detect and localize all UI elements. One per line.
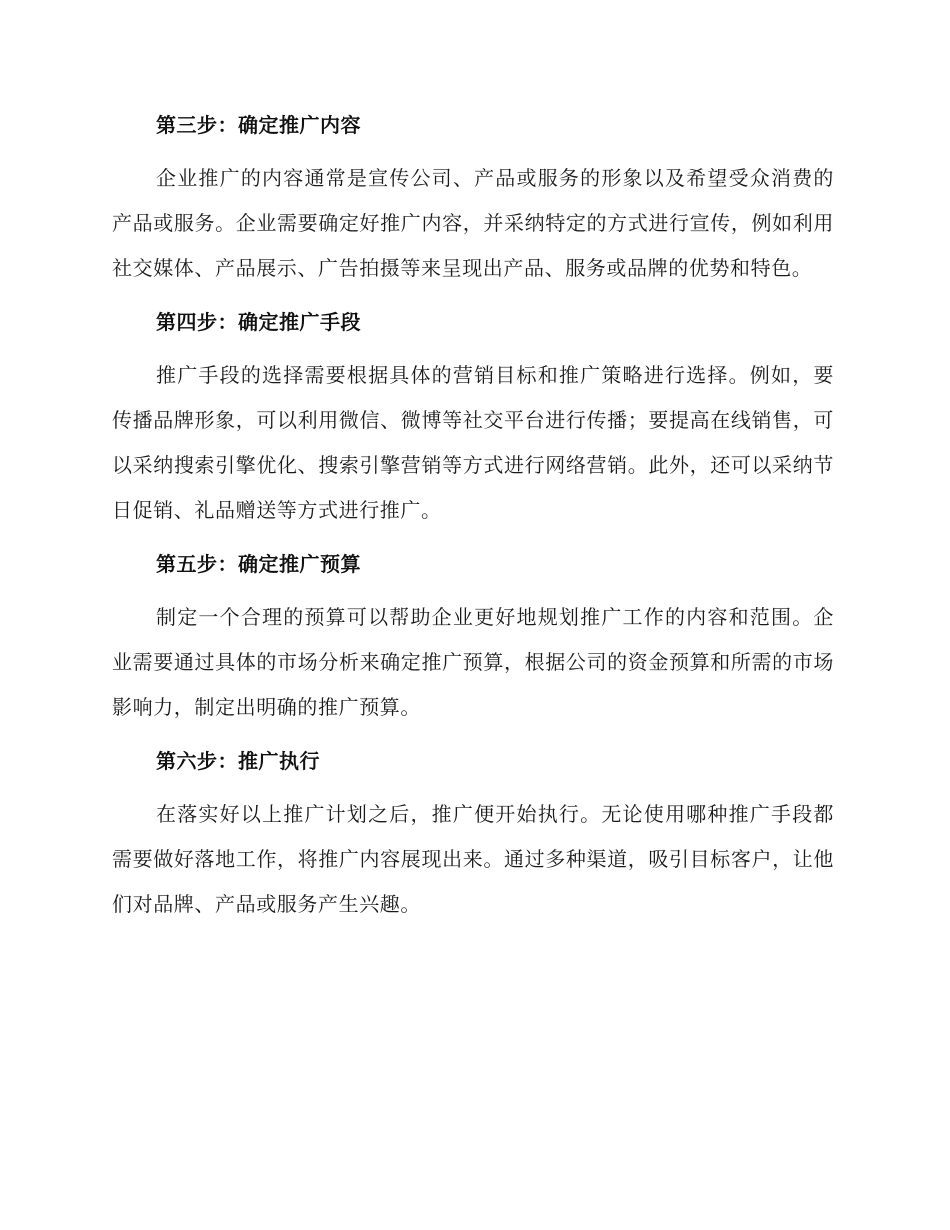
section-paragraph: 制定一个合理的预算可以帮助企业更好地规划推广工作的内容和范围。企业需要通过具体的市场分析来确定推广预算，根据公司的资金预算和所需的市场影响力，制定出明确的推广预算。 — [112, 605, 834, 719]
section-heading: 第六步：推广执行 — [156, 749, 320, 773]
section-heading: 第五步：确定推广预算 — [156, 552, 361, 576]
section-heading: 第四步：确定推广手段 — [156, 310, 361, 334]
section-step-6 — [112, 746, 834, 927]
section-heading: 第三步：确定推广内容 — [156, 113, 361, 137]
section-step-5 — [112, 549, 834, 730]
section-paragraph: 推广手段的选择需要根据具体的营销目标和推广策略进行选择。例如，要传播品牌形象，可以利用微信、微博等社交平台进行传播；要提高在线销售，可以采纳搜索引擎优化、搜索引擎营销等方式进行网络营销。此外，还可以采纳节日促销、礼品赠送等方式进行推广。 — [112, 363, 834, 522]
document-body — [112, 110, 834, 943]
section-step-3 — [112, 110, 834, 291]
section-paragraph: 在落实好以上推广计划之后，推广便开始执行。无论使用哪种推广手段都需要做好落地工作，将推广内容展现出来。通过多种渠道，吸引目标客户，让他们对品牌、产品或服务产生兴趣。 — [112, 802, 834, 916]
section-step-4 — [112, 307, 834, 533]
section-paragraph: 企业推广的内容通常是宣传公司、产品或服务的形象以及希望受众消费的产品或服务。企业需要确定好推广内容，并采纳特定的方式进行宣传，例如利用社交媒体、产品展示、广告拍摄等来呈现出产品、服务或品牌的优势和特色。 — [112, 166, 834, 280]
